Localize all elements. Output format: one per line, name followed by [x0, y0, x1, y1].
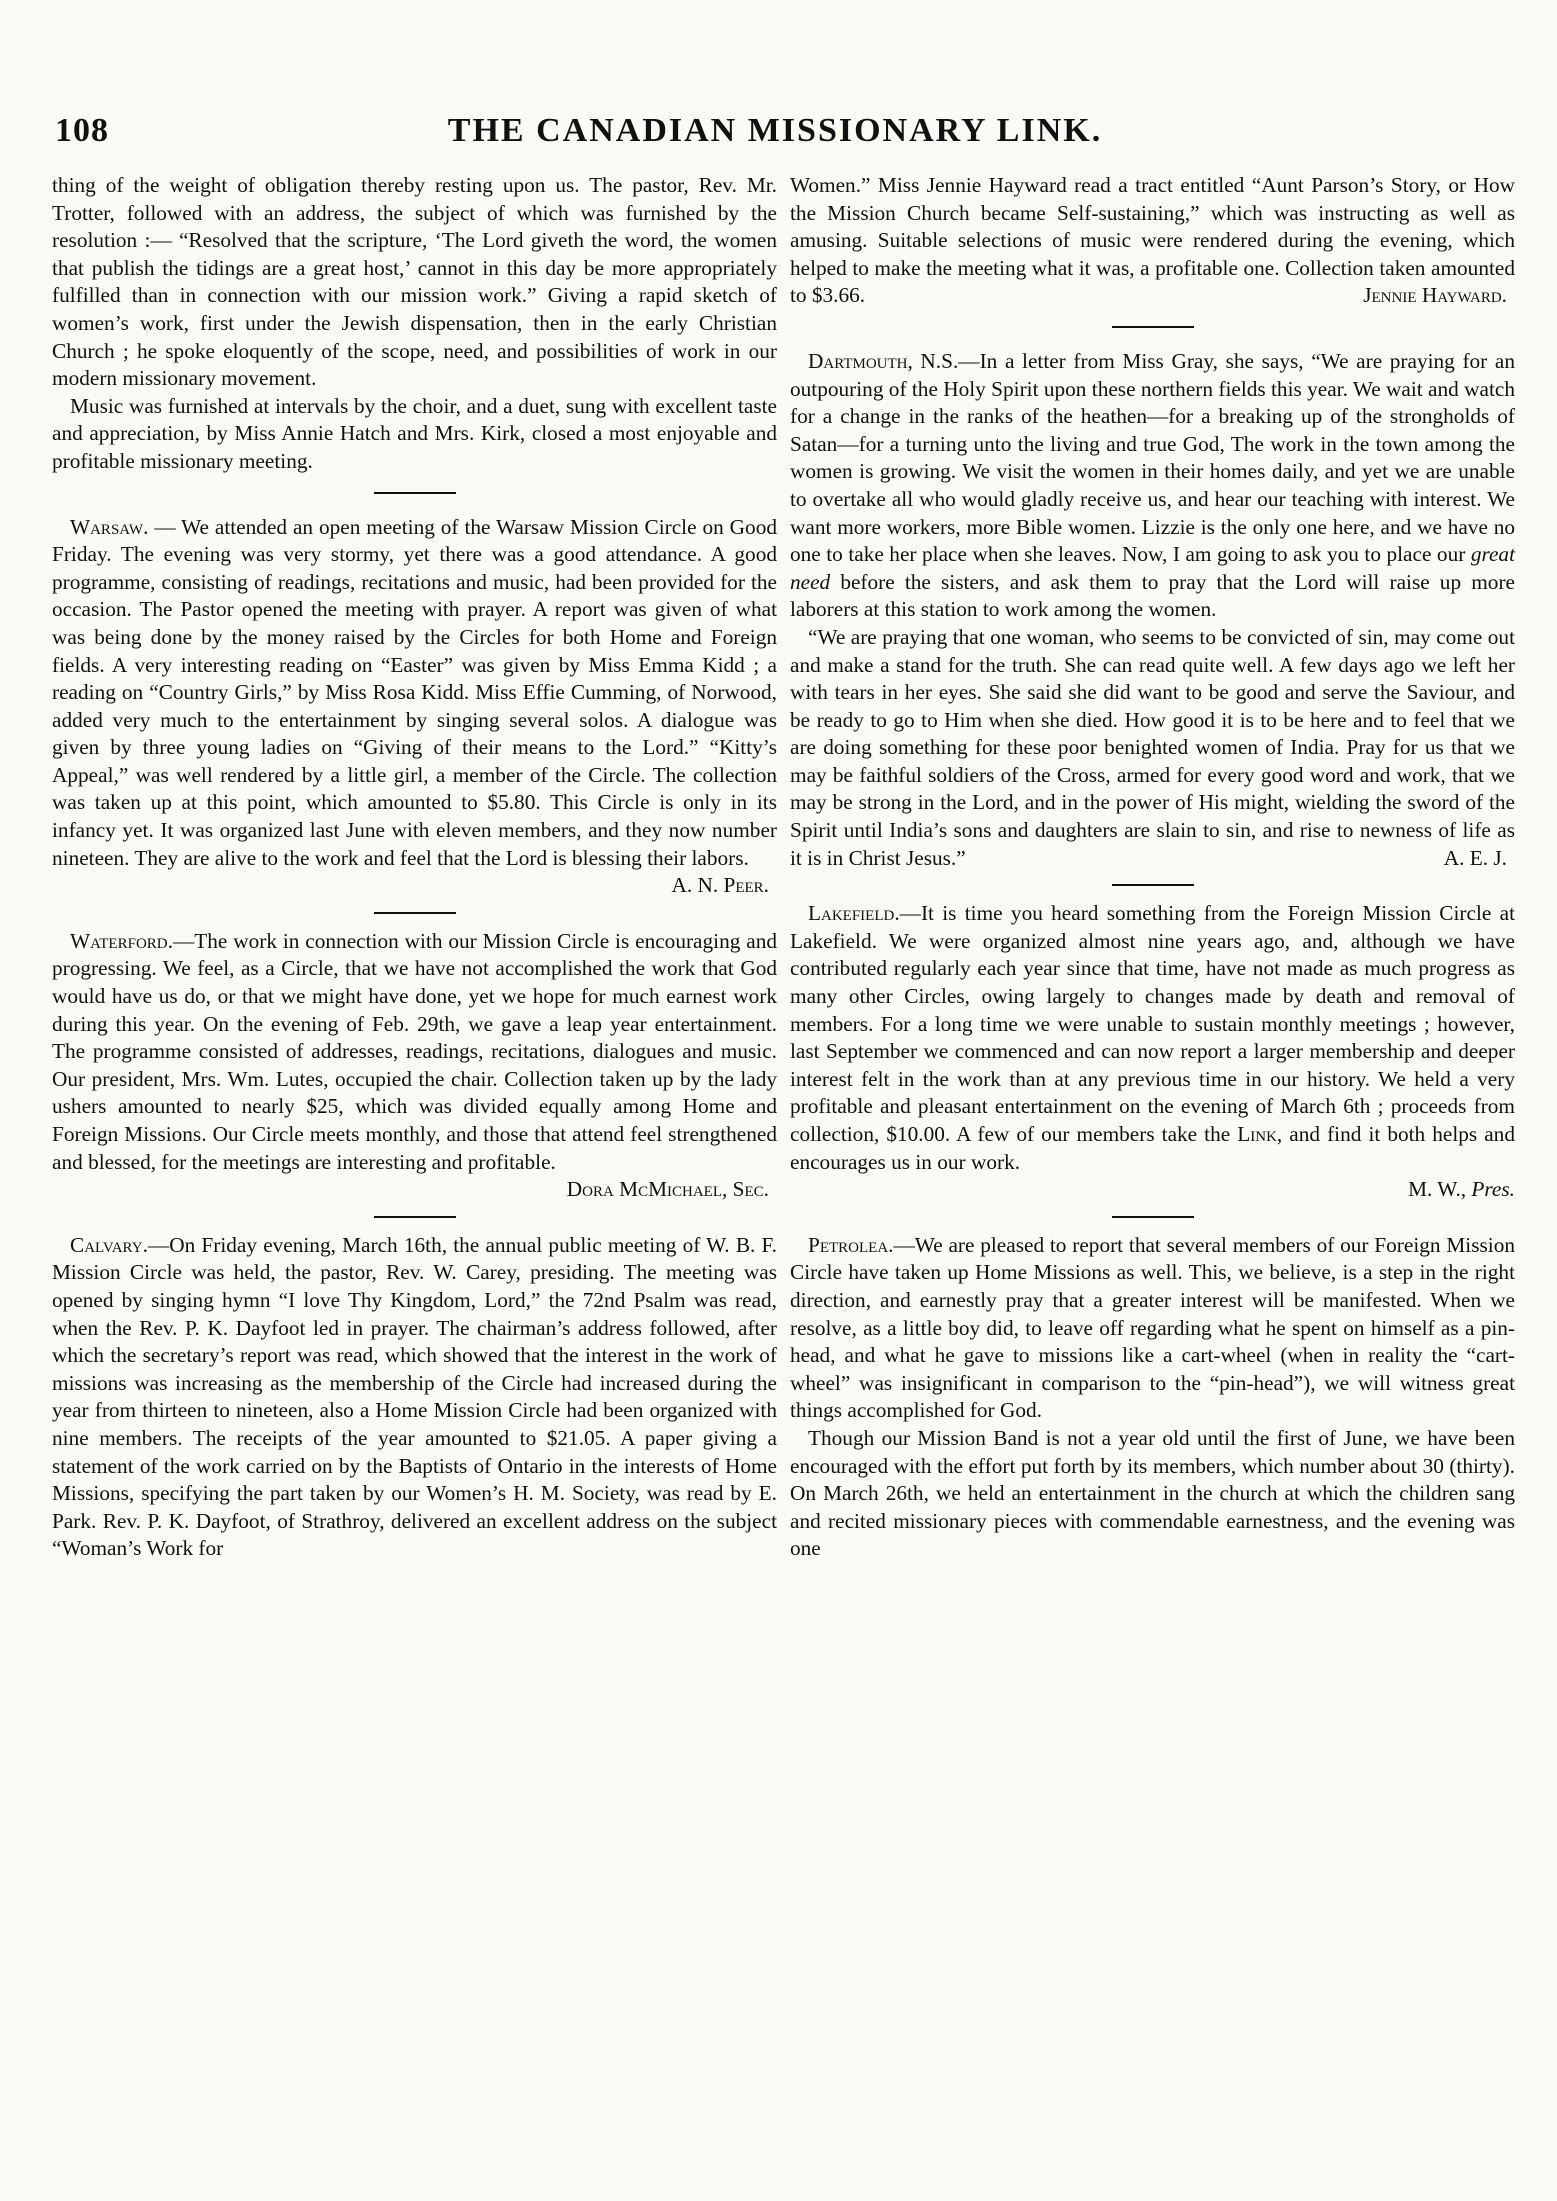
dartmouth-report: [790, 348, 1515, 624]
waterford-signature: Dora McMichael, Sec.: [566, 1177, 769, 1202]
section-divider: [374, 912, 456, 914]
lakefield-text-end: , and find it both helps and encourages us in our work.: [790, 1122, 1515, 1174]
calvary-report: [52, 1232, 777, 1563]
section-divider: [1112, 326, 1194, 328]
left-column: [52, 172, 777, 1563]
waterford-text: —The work in connection with our Mission Circle is encouraging and progressing. We feel, as a Circle, that we have not accomplished the work that God would have us do, or that we might have done, yet we hope for much earnest work during this year. On the evening of Feb. 29th, we gave a leap year entertainment. The programme consisted of addresses, readings, recitations, dialogues and music. Our president, Mrs. Wm. Lutes, occupied the chair. Collection taken up by the lady ushers amounted to nearly $25, which was divided equally among Home and Foreign Missions. Our Circle meets monthly, and those that attend feel strengthened and blessed, for the meetings are interesting and profitable.: [52, 928, 777, 1174]
warsaw-report: [52, 514, 777, 898]
calvary-heading: Calvary.: [70, 1232, 148, 1257]
dartmouth-text-end: before the sisters, and ask them to pray that the Lord will raise up more laborers at this station to work among the women.: [790, 569, 1515, 622]
warsaw-signature: A. N. Peer.: [671, 873, 769, 898]
right-column: [790, 172, 1515, 1563]
warsaw-heading: Warsaw.: [70, 514, 149, 539]
calvary-signature: Jennie Hayward.: [1363, 283, 1507, 308]
lakefield-report: [790, 900, 1515, 1176]
section-divider: [374, 492, 456, 494]
lakefield-signature: [790, 1176, 1515, 1204]
section-divider: [1112, 1216, 1194, 1218]
page-header: [55, 112, 1495, 162]
journal-title: THE CANADIAN MISSIONARY LINK.: [447, 112, 1103, 149]
petrolea-heading: Petrolea.: [808, 1232, 894, 1257]
lakefield-signature-title: Pres.: [1471, 1177, 1515, 1202]
calvary-text: —On Friday evening, March 16th, the annual public meeting of W. B. F. Mission Circle was held, the pastor, Rev. W. Carey, presiding. The meeting was opened by singing hymn “I love Thy Kingdom, Lord,” the 72nd Psalm was read, when the Rev. P. K. Dayfoot led in prayer. The chairman’s address followed, after which the secretary’s report was read, which showed that the interest in the work of missions was increasing as the membership of the Circle had increased during the year from thirteen to nineteen, also a Home Mission Circle had been organized with nine members. The receipts of the year amounted to $21.05. A paper giving a statement of the work carried on by the Baptists of Ontario in the interests of Home Missions, specifying the part taken by our Women’s H. M. Society, was read by E. Park. Rev. P. K. Dayfoot, of Strathroy, delivered an excellent address on the subject “Woman’s Work for: [52, 1232, 777, 1561]
lakefield-link-title: Link: [1237, 1122, 1277, 1146]
petrolea-paragraph-2: Though our Mission Band is not a year old until the first of June, we have been encouraged with the effort put forth by its members, which number about 30 (thirty). On March 26th, we held an entertainment in the church at which the children sang and recited missionary pieces with commendable earnestness, and the evening was one: [790, 1425, 1515, 1561]
dartmouth-text: —In a letter from Miss Gray, she says, “We are praying for an outpouring of the Holy Spirit upon these northern fields this year. We wait and watch for a change in the ranks of the heathen—for a breaking up of the strongholds of Satan—for a turning unto the living and true God, The work in the town among the women is growing. We visit the women in their homes daily, and yet we are unable to overtake all who would gladly receive us, and hear our teaching with interest. We want more workers, more Bible women. Lizzie is the only one here, and we have no one to take her place when she leaves. Now, I am going to ask you to place our: [790, 348, 1515, 567]
dartmouth-heading: Dartmouth, N.S.: [808, 348, 959, 373]
waterford-report: [52, 928, 777, 1202]
dartmouth-paragraph-2: [790, 624, 1515, 872]
waterford-heading: Waterford.: [70, 928, 173, 953]
dartmouth-signature: A. E. J.: [1443, 845, 1507, 870]
lakefield-signature-name: M. W.,: [1408, 1177, 1472, 1202]
dartmouth-text-2: “We are praying that one woman, who seems to be convicted of sin, may come out and make a stand for the truth. She can read quite well. A few days ago we left her with tears in her eyes. She said she did want to be good and serve the Saviour, and be ready to go to Him when she died. How good it is to be here and to feel that we are doing something for these poor benighted women of India. Pray for us that we may be faithful soldiers of the Cross, armed for every good word and work, that we may be strong in the Lord, and in the power of His might, wielding the sword of the Spirit until India’s sons and daughters are slain to sin, and rise to newness of life as it is in Christ Jesus.”: [790, 624, 1515, 870]
calvary-continued: [790, 172, 1515, 310]
petrolea-text: —We are pleased to report that several members of our Foreign Mission Circle have taken up Home Missions as well. This, we believe, is a step in the right direction, and earnestly pray that a greater interest will be manifested. When we resolve, as a little boy did, to leave off regarding what he spent on himself as a pin-head, and what he gave to missions like a cart-wheel (when in reality the “cart-wheel” was insignificant in comparison to the “pin-head”), we will witness great things accomplished for God.: [790, 1232, 1515, 1423]
warsaw-text: — We attended an open meeting of the Warsaw Mission Circle on Good Friday. The evening was very stormy, yet there was a good attendance. A good programme, consisting of readings, recitations and music, had been provided for the occasion. The Pastor opened the meeting with prayer. A report was given of what was being done by the money raised by the Circles for both Home and Foreign fields. A very interesting reading on “Easter” was given by Miss Emma Kidd ; a reading on “Country Girls,” by Miss Rosa Kidd. Miss Effie Cumming, of Norwood, added very much to the entertainment by singing several solos. A dialogue was given by three young ladies on “Giving of their means to the Lord.” “Kitty’s Appeal,” was well rendered by a little girl, a member of the Circle. The collection was taken up at this point, which amounted to $5.80. This Circle is only in its infancy yet. It was organized last June with eleven members, and they now number nineteen. They are alive to the work and feel that the Lord is blessing their labors.: [52, 514, 777, 870]
intro-paragraph-music: Music was furnished at intervals by the choir, and a duet, sung with excellent taste and appreciation, by Miss Annie Hatch and Mrs. Kirk, closed a most enjoyable and profitable missionary meeting.: [52, 393, 777, 473]
page-number: 108: [55, 112, 109, 149]
lakefield-heading: Lakefield.: [808, 901, 900, 926]
lakefield-text: —It is time you heard something from the Foreign Mission Circle at Lakefield. We were organized almost nine years ago, and, although we have contributed regularly each year since that time, have not made as much progress as many other Circles, owing largely to changes made by death and removal of members. For a long time we were unable to sustain monthly meetings ; however, last September we commenced and can now report a larger membership and deeper interest felt in the work than at any previous time in our history. We held a very profitable and pleasant entertainment on the evening of March 6th ; proceeds from collection, $10.00. A few of our members take the: [790, 901, 1515, 1146]
calvary-continued-text: Women.” Miss Jennie Hayward read a tract entitled “Aunt Parson’s Story, or How the Mission Church became Self-sustaining,” which was instructing as well as amusing. Suitable selections of music were rendered during the evening, which helped to make the meeting what it was, a profitable one. Collection taken amounted to $3.66.: [790, 173, 1515, 308]
petrolea-report: [790, 1232, 1515, 1425]
dartmouth-emphasis: great need: [790, 542, 1515, 594]
intro-paragraph: thing of the weight of obligation thereby resting upon us. The pastor, Rev. Mr. Trotter, followed with an address, the subject of which was furnished by the resolution :— “Resolved that the scripture, ‘The Lord giveth the word, the women that publish the tidings are a great host,’ cannot in this day be more appropriately fulfilled than in connection with our mission work.” Giving a rapid sketch of women’s work, first under the Jewish dispensation, then in the early Christian Church ; he spoke eloquently of the scope, need, and possibilities of work in our modern missionary movement.: [52, 173, 777, 391]
section-divider: [374, 1216, 456, 1218]
section-divider: [1112, 884, 1194, 886]
